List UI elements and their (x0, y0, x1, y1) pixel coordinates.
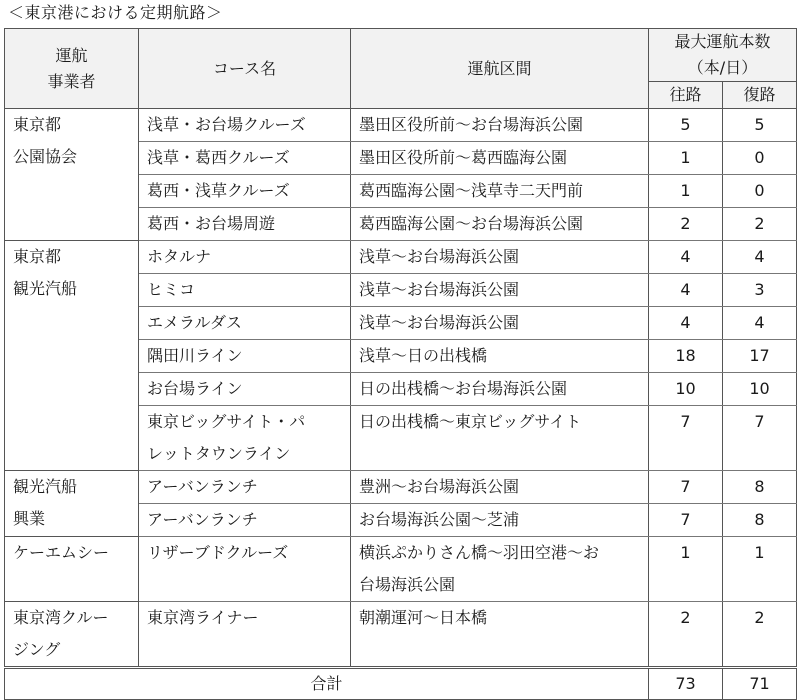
operator-name-line: 東京都 (13, 247, 62, 266)
return-cell: 17 (723, 340, 797, 373)
return-cell: 4 (723, 307, 797, 340)
course-name-line: アーバンランチ (147, 477, 258, 496)
operator-cell (5, 241, 139, 471)
section-line: お台場海浜公園〜芝浦 (359, 510, 520, 529)
course-name-line: 隅田川ライン (147, 346, 243, 365)
section-cell (351, 241, 649, 274)
table-caption: ＜東京港における定期航路＞ (8, 3, 223, 22)
table-header (5, 29, 797, 109)
section-cell (351, 307, 649, 340)
outbound-cell: 2 (649, 602, 723, 668)
header-max-runs: 最大運航本数 （本/日） (649, 29, 797, 82)
operator-name-line: ジング (13, 640, 61, 659)
course-cell (139, 175, 351, 208)
return-cell: 8 (723, 504, 797, 537)
section-line: 葛西臨海公園〜お台場海浜公園 (359, 214, 584, 233)
header-operator: 運航 事業者 (5, 29, 139, 109)
operator-cell (5, 537, 139, 602)
operator-name-line: 観光汽船 (13, 477, 78, 496)
return-cell: 0 (723, 175, 797, 208)
course-name-line: お台場ライン (147, 379, 243, 398)
section-line: 浅草〜お台場海浜公園 (359, 247, 520, 266)
course-name-line: アーバンランチ (147, 510, 258, 529)
return-cell: 5 (723, 109, 797, 142)
section-cell (351, 373, 649, 406)
return-cell: 2 (723, 602, 797, 668)
operator-name-line: 公園協会 (13, 147, 78, 166)
table-row (5, 109, 797, 142)
section-line: 浅草〜お台場海浜公園 (359, 280, 520, 299)
course-name-line: ヒミコ (147, 280, 196, 299)
return-cell: 3 (723, 274, 797, 307)
operator-cell (5, 602, 139, 668)
course-cell (139, 406, 351, 471)
section-line: 墨田区役所前〜お台場海浜公園 (359, 115, 584, 134)
course-name-line: 浅草・お台場クルーズ (147, 115, 306, 134)
section-cell (351, 109, 649, 142)
course-name-line: 葛西・お台場周遊 (147, 214, 276, 233)
section-cell (351, 504, 649, 537)
outbound-cell: 18 (649, 340, 723, 373)
ferry-routes-table (4, 28, 797, 700)
section-line: 台場海浜公園 (359, 575, 456, 594)
return-cell: 2 (723, 208, 797, 241)
operator-name-line: 東京湾クルー (13, 608, 109, 627)
section-line: 墨田区役所前〜葛西臨海公園 (359, 148, 568, 167)
outbound-cell: 7 (649, 504, 723, 537)
operator-cell (5, 109, 139, 241)
outbound-cell: 1 (649, 537, 723, 602)
course-cell (139, 274, 351, 307)
course-name-line: リザーブドクルーズ (147, 543, 289, 562)
operator-name-line: 観光汽船 (13, 279, 78, 298)
outbound-cell: 4 (649, 274, 723, 307)
operator-name-line: ケーエムシー (13, 543, 110, 562)
section-line: 豊洲〜お台場海浜公園 (359, 477, 520, 496)
section-cell (351, 208, 649, 241)
outbound-cell: 5 (649, 109, 723, 142)
return-cell: 7 (723, 406, 797, 471)
table-row (5, 471, 797, 504)
section-cell (351, 142, 649, 175)
return-cell: 8 (723, 471, 797, 504)
outbound-cell: 4 (649, 307, 723, 340)
section-line: 葛西臨海公園〜浅草寺二天門前 (359, 181, 584, 200)
outbound-cell: 1 (649, 175, 723, 208)
course-cell (139, 471, 351, 504)
operator-name-line: 興業 (13, 509, 46, 528)
section-cell (351, 175, 649, 208)
course-name-line: ホタルナ (147, 247, 212, 266)
table-row (5, 241, 797, 274)
course-cell (139, 142, 351, 175)
outbound-cell: 2 (649, 208, 723, 241)
course-cell (139, 241, 351, 274)
section-cell (351, 537, 649, 602)
section-line: 横浜ぷかりさん橋〜羽田空港〜お (359, 543, 600, 562)
header-section: 運航区間 (351, 29, 649, 109)
table-row (5, 537, 797, 602)
course-name-line: エメラルダス (147, 313, 242, 332)
course-name-line: レットタウンライン (147, 444, 291, 463)
section-cell (351, 274, 649, 307)
course-cell (139, 307, 351, 340)
course-name-line: 浅草・葛西クルーズ (147, 148, 290, 167)
course-name-line: 葛西・浅草クルーズ (147, 181, 290, 200)
section-cell (351, 340, 649, 373)
total-outbound: 73 (649, 668, 723, 700)
table-body (5, 109, 797, 668)
course-cell (139, 504, 351, 537)
section-line: 浅草〜お台場海浜公園 (359, 313, 520, 332)
total-row (5, 668, 797, 700)
section-cell (351, 602, 649, 668)
operator-name-line: 東京都 (13, 115, 62, 134)
course-cell (139, 340, 351, 373)
outbound-cell: 7 (649, 471, 723, 504)
course-cell (139, 602, 351, 668)
section-line: 朝潮運河〜日本橋 (359, 608, 488, 627)
table-row (5, 602, 797, 668)
outbound-cell: 7 (649, 406, 723, 471)
return-cell: 4 (723, 241, 797, 274)
outbound-cell: 10 (649, 373, 723, 406)
header-course: コース名 (139, 29, 351, 109)
header-return: 復路 (723, 82, 797, 109)
outbound-cell: 1 (649, 142, 723, 175)
course-name-line: 東京湾ライナー (147, 608, 259, 627)
section-line: 日の出桟橋〜東京ビッグサイト (359, 412, 582, 431)
section-cell (351, 471, 649, 504)
course-cell (139, 109, 351, 142)
course-cell (139, 208, 351, 241)
outbound-cell: 4 (649, 241, 723, 274)
operator-cell (5, 471, 139, 537)
section-line: 浅草〜日の出桟橋 (359, 346, 488, 365)
return-cell: 0 (723, 142, 797, 175)
return-cell: 1 (723, 537, 797, 602)
total-return: 71 (723, 668, 797, 700)
course-cell (139, 537, 351, 602)
total-label: 合計 (5, 668, 649, 700)
header-outbound: 往路 (649, 82, 723, 109)
course-cell (139, 373, 351, 406)
return-cell: 10 (723, 373, 797, 406)
section-line: 日の出桟橋〜お台場海浜公園 (359, 379, 568, 398)
course-name-line: 東京ビッグサイト・パ (147, 412, 306, 431)
section-cell (351, 406, 649, 471)
